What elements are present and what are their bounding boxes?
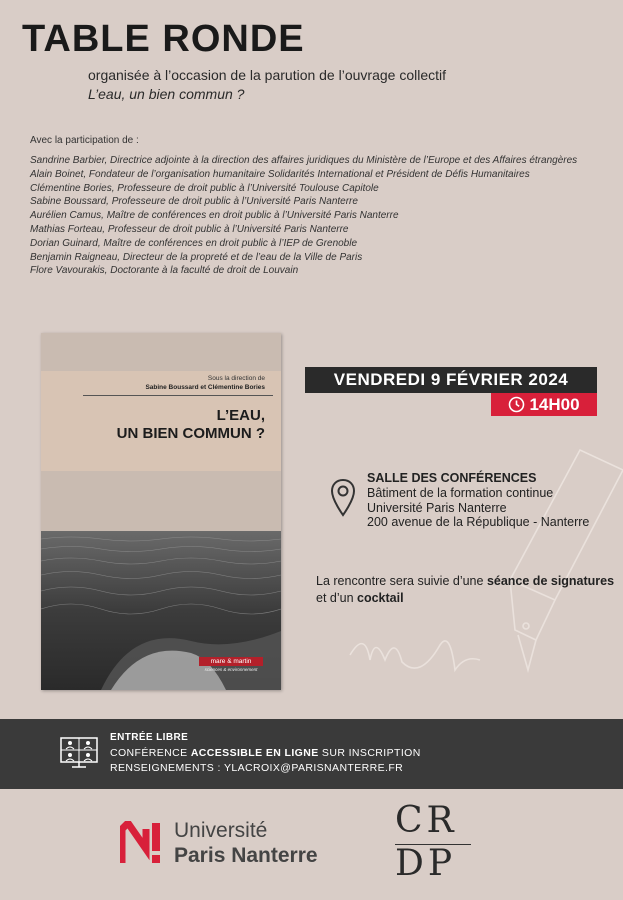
conf-online: ACCESSIBLE EN LIGNE	[190, 747, 319, 759]
online-access-line	[110, 747, 421, 759]
subtitle-block	[88, 66, 446, 104]
followup-part1: La rencontre sera suivie d’une	[316, 574, 487, 588]
participants-intro: Avec la participation de :	[30, 135, 139, 146]
venue-line3: 200 avenue de la République - Nanterre	[367, 515, 590, 530]
participant-name: Flore Vavourakis	[30, 265, 105, 277]
event-date: VENDREDI 9 FÉVRIER 2024	[305, 367, 597, 393]
video-conference-icon	[60, 737, 98, 769]
university-logo-icon	[120, 821, 166, 865]
followup-part2: et d’un	[316, 591, 358, 605]
book-editors: Sabine Boussard et Clémentine Bories	[145, 384, 265, 391]
participant-item	[30, 264, 590, 278]
crdp-bottom: DP	[395, 843, 457, 884]
participant-item	[30, 195, 590, 209]
participant-name: Sandrine Barbier	[30, 155, 105, 166]
participant-role: , Maître de conférences en droit public à l’IEP de Grenoble	[97, 237, 358, 249]
subtitle: organisée à l’occasion de la parution de l’ouvrage collectif	[88, 67, 446, 83]
participant-role: , Professeur de droit public à l’Université Paris Nanterre	[102, 223, 349, 235]
participant-role: , Directrice adjointe à la direction des affaires juridiques du Ministère de l’Europe et des Affaires étrangères	[104, 155, 578, 166]
conf-prefix: CONFÉRENCE	[110, 747, 191, 759]
participant-item	[30, 154, 590, 168]
info-band	[0, 719, 623, 789]
participant-item	[30, 168, 590, 182]
book-direction-label: Sous la direction de	[207, 375, 265, 382]
venue-line2: Université Paris Nanterre	[367, 500, 507, 515]
university-name	[174, 818, 318, 868]
participant-role: , Maître de conférences en droit public à l’Université Paris Nanterre	[101, 210, 399, 222]
participant-name: Clémentine Bories	[30, 182, 112, 194]
participant-role: , Professeure de droit public à l’Université Toulouse Capitole	[111, 182, 379, 194]
participant-item	[30, 237, 590, 251]
clock-icon	[508, 396, 525, 413]
university-line2: Paris Nanterre	[174, 844, 318, 867]
page-title: TABLE RONDE	[22, 18, 305, 60]
participant-item	[30, 223, 590, 237]
participants-list	[30, 154, 590, 278]
book-title-line2: UN BIEN COMMUN ?	[116, 425, 265, 442]
participant-role: , Doctorante à la faculté de droit de Louvain	[104, 265, 299, 277]
contact-line	[110, 762, 403, 774]
participant-item	[30, 251, 590, 265]
venue-title: SALLE DES CONFÉRENCES	[367, 471, 537, 485]
participant-item	[30, 209, 590, 223]
participant-name: Benjamin Raigneau	[30, 251, 118, 263]
conf-suffix: SUR INSCRIPTION	[318, 747, 421, 759]
participant-item	[30, 182, 590, 196]
publisher-label: mare & martin	[199, 657, 263, 666]
participant-name: Mathias Forteau	[30, 223, 103, 235]
book-title-line1: L’EAU,	[216, 407, 265, 424]
participant-role: , Professeure de droit public à l’Université Paris Nanterre	[106, 196, 358, 208]
entry-free: ENTRÉE LIBRE	[110, 732, 189, 743]
followup-signatures: séance de signatures	[486, 574, 615, 588]
book-cover-rule	[83, 395, 273, 396]
participant-name: Dorian Guinard	[30, 237, 98, 249]
participant-name: Sabine Boussard	[30, 196, 107, 208]
followup-text	[316, 573, 616, 607]
crdp-logo	[395, 800, 471, 888]
participant-name: Alain Boinet	[30, 168, 84, 180]
venue-block	[367, 471, 589, 530]
event-time-badge	[491, 393, 597, 416]
book-title-italic: L’eau, un bien commun ?	[88, 86, 245, 102]
venue-line1: Bâtiment de la formation continue	[367, 485, 554, 500]
participant-name: Aurélien Camus	[30, 210, 102, 222]
crdp-top: CR	[395, 800, 458, 841]
location-pin-icon	[330, 478, 356, 518]
contact-label: RENSEIGNEMENTS :	[110, 762, 224, 774]
participant-role: , Fondateur de l’organisation humanitaire Solidarités International et Président de Défis Humanitaires	[83, 168, 530, 180]
university-line1: Université	[174, 819, 268, 842]
contact-email-link[interactable]: YLACROIX@PARISNANTERRE.FR	[223, 762, 404, 774]
followup-cocktail: cocktail	[357, 591, 404, 605]
participant-role: , Directeur de la propreté et de l’eau de la Ville de Paris	[117, 251, 363, 263]
book-cover	[41, 333, 281, 690]
event-time: 14H00	[529, 395, 580, 414]
collection-label: sciences & environnement	[204, 667, 258, 672]
